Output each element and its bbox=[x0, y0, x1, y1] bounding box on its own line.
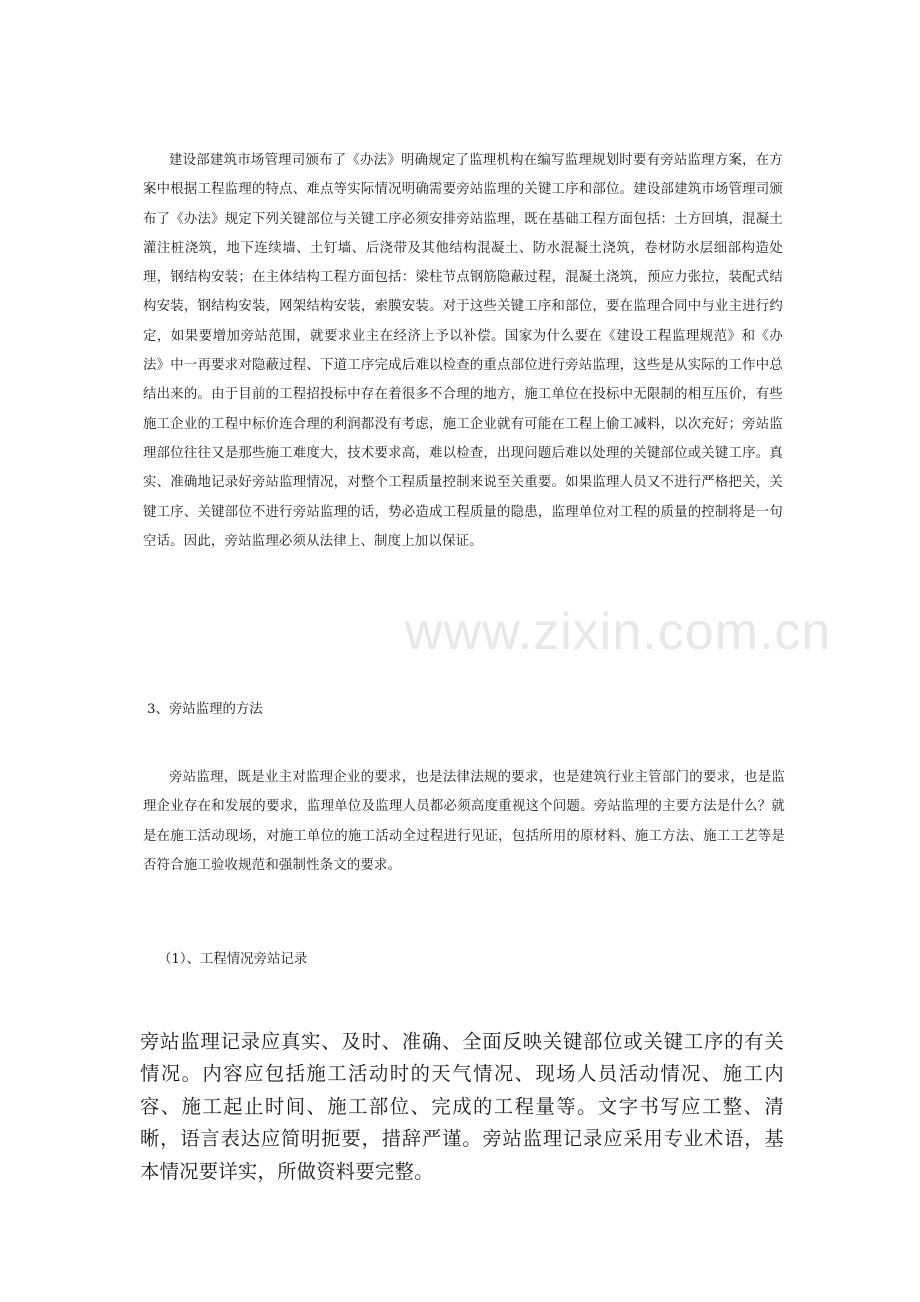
subsection-heading-record: （1）、工程情况旁站记录 bbox=[158, 952, 308, 967]
site-watermark: www.zixin.com.cn bbox=[405, 603, 832, 661]
body-paragraph-3: 旁站监理记录应真实、及时、准确、全面反映关键部位或关键工序的有关情况。内容应包括施工活动时的天气情况、现场人员活动情况、施工内容、施工起止时间、施工部位、完成的工程量等。文字书写应工整、清晰，语言表达应简明扼要，措辞严谨。旁站监理记录应采用专业术语，基本情况要详实，所做资料要完整。 bbox=[140, 1030, 784, 1183]
body-paragraph-1: 建设部建筑市场管理司颁布了《办法》明确规定了监理机构在编写监理规划时要有旁站监理方案，在方案中根据工程监理的特点、难点等实际情况明确需要旁站监理的关键工序和部位。建设部建筑市场管理司颁布了《办法》规定下列关键部位与关键工序必须安排旁站监理，既在基础工程方面包括：土方回填，混凝土灌注桩浇筑，地下连续墙、土钉墙、后浇带及其他结构混凝土、防水混凝土浇筑，卷材防水层细部构造处理，钢结构安装；在主体结构工程方面包括：梁柱节点钢筋隐蔽过程，混凝土浇筑，预应力张拉，装配式结构安装，钢结构安装，网架结构安装，索膜安装。对于这些关键工序和部位，要在监理合同中与业主进行约定，如果要增加旁站范围，就要求业主在经济上予以补偿。国家为什么要在《建设工程监理规范》和《办法》中一再要求对隐蔽过程、下道工序完成后难以检查的重点部位进行旁站监理，这些是从实际的工作中总结出来的。由于目前的工程招投标中存在着很多不合理的地方，施工单位在投标中无限制的相互压价，有些施工企业的工程中标价连合理的利润都没有考虑，施工企业就有可能在工程上偷工减料，以次充好；旁站监理部位往往又是那些施工难度大，技术要求高，难以检查，出现问题后难以处理的关键部位或关键工序。真实、准确地记录好旁站监理情况，对整个工程质量控制来说至关重要。如果监理人员又不进行严格把关，关键工序、关键部位不进行旁站监理的话，势必造成工程质量的隐患，监理单位对工程的质量的控制将是一句空话。因此，旁站监理必须从法律上、制度上加以保证。 bbox=[143, 153, 783, 549]
section-heading-method: 3、旁站监理的方法 bbox=[147, 702, 263, 717]
body-paragraph-2: 旁站监理，既是业主对监理企业的要求，也是法律法规的要求，也是建筑行业主管部门的要求，也是监理企业存在和发展的要求，监理单位及监理人员都必须高度重视这个问题。旁站监理的主要方法是什么？就是在施工活动现场，对施工单位的施工活动全过程进行见证，包括所用的原材料、施工方法、施工工艺等是否符合施工验收规范和强制性条文的要求。 bbox=[143, 770, 785, 873]
